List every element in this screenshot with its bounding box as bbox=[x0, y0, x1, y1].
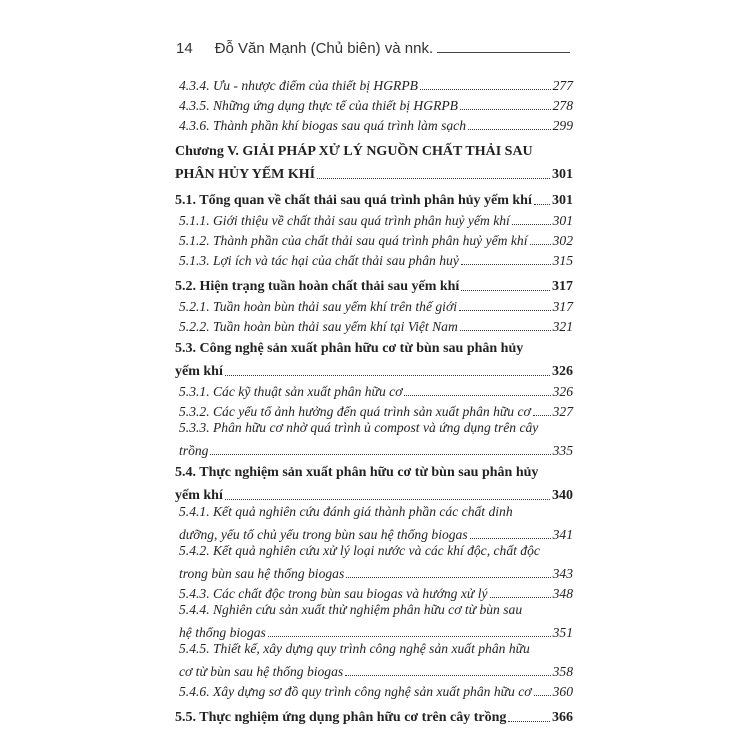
toc-entry-5-4-1: 5.4.1. Kết quả nghiên cứu đánh giá thành phần các chất dinh dưỡng, yếu tố chủ yếu trong bùn sau hệ thống biogas 341 bbox=[179, 504, 573, 542]
leader-dots bbox=[490, 597, 551, 598]
chapter-title-line2: PHÂN HỦY YẾM KHÍ bbox=[175, 167, 316, 182]
toc-entry-5-1-2: 5.1.2. Thành phần của chất thải sau quá trình phân huỷ yếm khí 302 bbox=[179, 233, 573, 248]
leader-dots bbox=[225, 375, 550, 376]
header-author: Đỗ Văn Mạnh (Chủ biên) và nnk. bbox=[214, 40, 434, 57]
leader-dots bbox=[530, 244, 551, 245]
toc-entry-5-1-3: 5.1.3. Lợi ích và tác hại của chất thải sau phân huỷ 315 bbox=[179, 253, 573, 268]
leader-dots bbox=[317, 178, 550, 179]
leader-dots bbox=[470, 538, 551, 539]
leader-dots bbox=[534, 695, 551, 696]
toc-entry-4-3-5: 4.3.5. Những ứng dụng thực tế của thiết bị HGRPB 278 bbox=[179, 98, 573, 113]
toc-entry-5-1-1: 5.1.1. Giới thiệu về chất thải sau quá trình phân huỷ yếm khí 301 bbox=[179, 213, 573, 228]
toc-entry-5-4-2: 5.4.2. Kết quả nghiên cứu xử lý loại nước và các khí độc, chất độc trong bùn sau hệ thống biogas 343 bbox=[179, 543, 573, 581]
toc-entry-5-3-3: 5.3.3. Phân hữu cơ nhờ quá trình ủ compost và ứng dụng trên cây trồng 335 bbox=[179, 420, 573, 458]
toc-entry-5-2-1: 5.2.1. Tuần hoàn bùn thải sau yếm khí trên thế giới 317 bbox=[179, 299, 573, 314]
leader-dots bbox=[512, 224, 551, 225]
toc-entry-4-3-4: 4.3.4. Ưu - nhược điểm của thiết bị HGRPB 277 bbox=[179, 78, 573, 93]
toc-section-5-2: 5.2. Hiện trạng tuần hoàn chất thải sau yếm khí 317 bbox=[175, 279, 573, 294]
leader-dots bbox=[461, 264, 551, 265]
leader-dots bbox=[420, 89, 551, 90]
leader-dots bbox=[404, 395, 550, 396]
toc-entry-5-3-1: 5.3.1. Các kỹ thuật sản xuất phân hữu cơ 326 bbox=[179, 384, 573, 399]
leader-dots bbox=[460, 109, 551, 110]
leader-dots bbox=[508, 721, 550, 722]
toc-section-5-4: 5.4. Thực nghiệm sản xuất phân hữu cơ từ bùn sau phân hủy yếm khí 340 bbox=[175, 465, 573, 503]
running-header bbox=[176, 40, 570, 57]
leader-dots bbox=[468, 129, 551, 130]
leader-dots bbox=[461, 290, 550, 291]
toc-entry-5-4-4: 5.4.4. Nghiên cứu sản xuất thử nghiệm phân hữu cơ từ bùn sau hệ thống biogas 351 bbox=[179, 602, 573, 640]
toc-entry-5-4-6: 5.4.6. Xây dựng sơ đồ quy trình công nghệ sản xuất phân hữu cơ 360 bbox=[179, 684, 573, 699]
toc-entry-5-4-5: 5.4.5. Thiết kế, xây dựng quy trình công nghệ sản xuất phân hữu cơ từ bùn sau hệ thống biogas 358 bbox=[179, 641, 573, 679]
leader-dots bbox=[225, 499, 550, 500]
leader-dots bbox=[534, 204, 550, 205]
toc-entry-5-4-3: 5.4.3. Các chất độc trong bùn sau biogas và hướng xử lý 348 bbox=[179, 586, 573, 601]
leader-dots bbox=[345, 675, 550, 676]
leader-dots bbox=[346, 577, 550, 578]
leader-dots bbox=[459, 310, 551, 311]
toc-section-5-3: 5.3. Công nghệ sản xuất phân hữu cơ từ bùn sau phân hủy yếm khí 326 bbox=[175, 341, 573, 379]
toc-entry-5-2-2: 5.2.2. Tuần hoàn bùn thải sau yếm khí tại Việt Nam 321 bbox=[179, 319, 573, 334]
toc-entry-4-3-6: 4.3.6. Thành phần khí biogas sau quá trình làm sạch 299 bbox=[179, 118, 573, 133]
toc-section-5-1: 5.1. Tổng quan về chất thải sau quá trình phân hủy yếm khí 301 bbox=[175, 193, 573, 208]
toc-entry-5-3-2: 5.3.2. Các yếu tố ảnh hưởng đến quá trình sản xuất phân hữu cơ 327 bbox=[179, 404, 573, 419]
page-number: 14 bbox=[176, 40, 193, 57]
toc-section-5-5: 5.5. Thực nghiệm ứng dụng phân hữu cơ trên cây trồng 366 bbox=[175, 710, 573, 725]
leader-dots bbox=[268, 636, 551, 637]
toc-chapter-5: Chương V. GIẢI PHÁP XỬ LÝ NGUỒN CHẤT THẢI SAU PHÂN HỦY YẾM KHÍ 301 bbox=[175, 144, 573, 182]
table-of-contents bbox=[175, 74, 573, 726]
leader-dots bbox=[210, 454, 550, 455]
header-rule bbox=[437, 51, 570, 53]
chapter-title-line1: Chương V. GIẢI PHÁP XỬ LÝ NGUỒN CHẤT THẢI SAU bbox=[175, 144, 533, 159]
leader-dots bbox=[533, 415, 551, 416]
leader-dots bbox=[460, 330, 551, 331]
